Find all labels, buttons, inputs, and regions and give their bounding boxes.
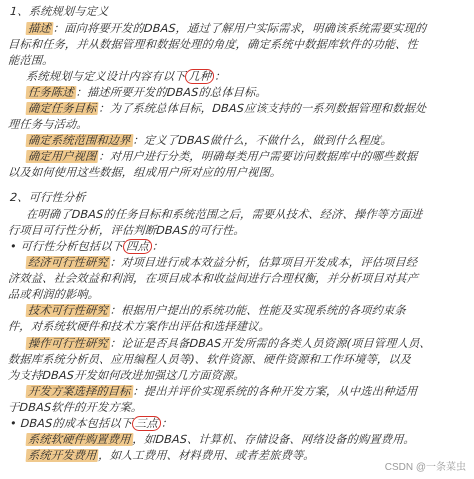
op-line-1: 操作可行性研究：论证是否具备DBAS开发所需的各类人员资源(项目管理人员、 [27,337,432,350]
econ-line-2: 济效益、社会效益和利润，在项目成本和收益间进行合理权衡，并分析项目对其产 [7,272,419,285]
plan-line-1: 开发方案选择的目标：提出并评价实现系统的各种开发方案，从中选出种适用 [27,385,418,398]
plan-label: 开发方案选择的目标 [27,385,131,398]
circled-mark: 三点 [132,416,162,431]
task-line: 任务陈述：描述所要开发的DBAS的总体目标。 [27,86,268,99]
op-line-3: 为支持DBAS开发如何改进加强这几方面资源。 [7,369,246,382]
desc-label: 描述 [27,22,52,35]
tech-line-2: 件，对系统软硬件和技术方案作出评估和选择建议。 [7,320,271,333]
tech-label: 技术可行性研究 [27,304,109,317]
view-line-2: 以及如何使用这些数据，组成用户所对应的用户视图。 [7,166,282,179]
sec2-intro-2: 行项目可行性分析，评估判断DBAS的可行性。 [7,224,246,237]
circled-mark: 四点 [123,239,153,254]
tech-line-1: 技术可行性研究：根据用户提出的系统功能、性能及实现系统的各项约束条 [27,304,407,317]
econ-line-3: 品或利润的影响。 [7,288,100,301]
goal-line-2: 理任务与活动。 [7,118,89,131]
circled-mark: 几种 [185,69,215,84]
econ-label: 经济可行性研究 [27,256,109,269]
bullet-feasibility: • 可行性分析包括以下 四点 ： [9,240,164,253]
hw-line: 系统软硬件购置费用，如DBAS、计算机、存储设备、网络设备的购置费用。 [27,433,416,446]
desc-line-2: 目标和任务，并从数据管理和数据处理的角度，确定系统中数据库软件的功能、性 [7,38,419,51]
bullet-cost: • DBAS的成本包括以下 三点 ： [9,417,173,430]
plan-line-2: 于DBAS软件的开发方案。 [7,401,143,414]
watermark: CSDN @一条菜虫 [384,462,466,473]
goal-label: 确定任务目标 [27,102,97,115]
desc-line-1: 描述：面向将要开发的DBAS，通过了解用户实际需求，明确该系统需要实现的 [27,22,427,35]
sec2-intro-1: 在明确了DBAS的任务目标和系统范围之后，需要从技术、经济、操作等方面进 [25,208,423,221]
sec1-intro: 系统规划与定义设计内容有以下 几种 ： [25,70,227,83]
dev-line: 系统开发费用，如人工费用、材料费用、或者差旅费等。 [27,449,316,462]
op-line-2: 数据库系统分析员、应用编程人员等)、软件资源、硬件资源和工作环境等，以及 [7,353,412,366]
scope-line: 确定系统范围和边界：定义了DBAS做什么，不做什么，做到什么程度。 [27,134,393,147]
view-label: 确定用户视图 [27,150,97,163]
desc-line-3: 能范围。 [7,54,55,67]
scope-label: 确定系统范围和边界 [27,134,131,147]
task-label: 任务陈述 [27,86,75,99]
dev-label: 系统开发费用 [27,449,97,462]
section1-heading: 1、系统规划与定义 [9,5,109,18]
view-line-1: 确定用户视图：对用户进行分类，明确每类用户需要访问数据库中的哪些数据 [27,150,418,163]
section2-heading: 2、可行性分析 [9,191,87,204]
hw-label: 系统软硬件购置费用 [27,433,131,446]
op-label: 操作可行性研究 [27,337,109,350]
goal-line-1: 确定任务目标：为了系统总体目标，DBAS应该支持的一系列数据管理和数据处 [27,102,427,115]
econ-line-1: 经济可行性研究：对项目进行成本效益分析，估算项目开发成本，评估项目经 [27,256,418,269]
